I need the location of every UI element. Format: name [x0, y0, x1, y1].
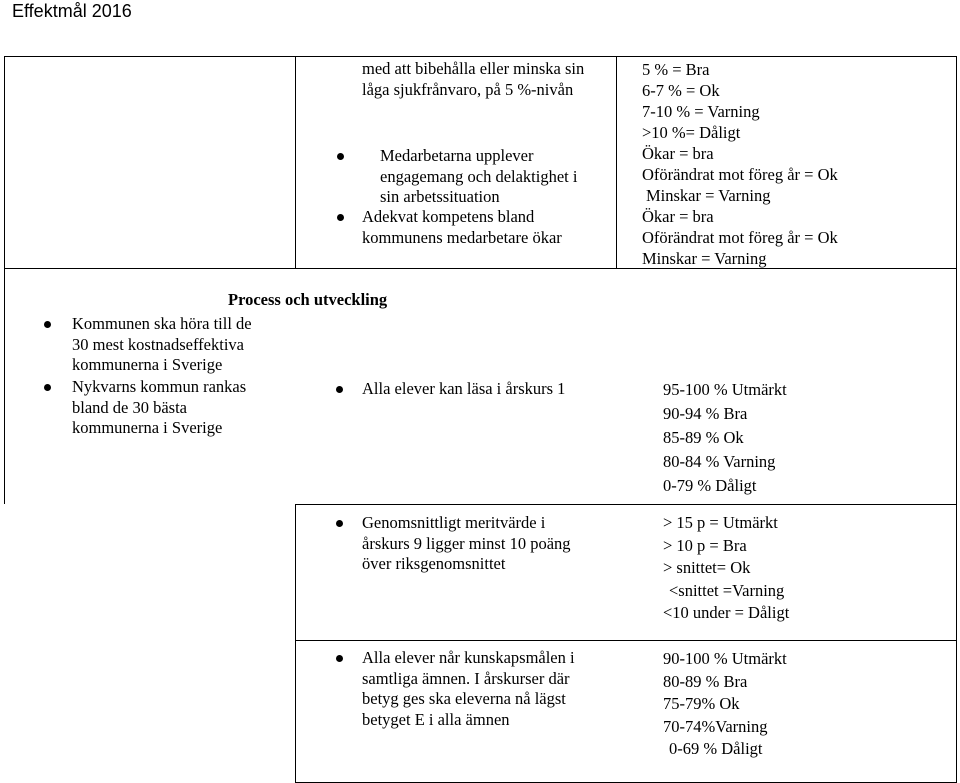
row-divider-middle-2: [295, 640, 957, 641]
goal-ranking: Nykvarns kommun rankas bland de 30 bästa kommunerna i Sverige: [72, 377, 247, 437]
section-heading: Process och utveckling: [228, 290, 388, 309]
criteria-merit-value: > 15 p = Utmärkt > 10 p = Bra > snittet= Ok <snittet =Varning <10 under = Dåligt: [663, 513, 790, 622]
criteria-engagement: Ökar = bra Oförändrat mot föreg år = Ok Minskar = Varning: [642, 144, 838, 205]
bullet-icon: [44, 384, 51, 391]
table-right-border: [956, 56, 957, 783]
criteria-reading: 95-100 % Utmärkt 90-94 % Bra 85-89 % Ok 80-84 % Varning 0-79 % Dåligt: [663, 380, 787, 495]
table-top-border: [4, 56, 957, 57]
criteria-competence: Ökar = bra Oförändrat mot föreg år = Ok Minskar = Varning: [642, 207, 838, 268]
column-divider-2-top: [616, 56, 617, 268]
bullet-icon: [337, 214, 344, 221]
intro-text: med att bibehålla eller minska sin låga sjukfrånvaro, på 5 %-nivån: [362, 59, 585, 99]
document-title: Effektmål 2016: [12, 1, 132, 21]
indicator-knowledge-goals: Alla elever når kunskapsmålen i samtliga ämnen. I årskurser där betyg ges ska eleverna nå lägst betyget E i alla ämnen: [362, 648, 575, 729]
column-divider-1-top: [295, 56, 296, 268]
goal-cost-efficiency: Kommunen ska höra till de 30 mest kostnadseffektiva kommunerna i Sverige: [72, 314, 252, 374]
criteria-knowledge-goals: 90-100 % Utmärkt 80-89 % Bra 75-79% Ok 70-74%Varning 0-69 % Dåligt: [663, 649, 787, 758]
bullet-icon: [44, 321, 51, 328]
column-divider-1-bottom: [295, 504, 296, 783]
bullet-icon: [336, 520, 343, 527]
bullet-icon: [337, 153, 344, 160]
bullet-icon: [336, 655, 343, 662]
indicator-competence: Adekvat kompetens bland kommunens medarbetare ökar: [362, 207, 562, 247]
indicator-engagement: Medarbetarna upplever engagemang och delaktighet i sin arbetssituation: [380, 146, 578, 206]
indicator-merit-value: Genomsnittligt meritvärde i årskurs 9 ligger minst 10 poäng över riksgenomsnittet: [362, 513, 571, 573]
row-divider-middle-1: [295, 504, 957, 505]
criteria-sickleave: 5 % = Bra 6-7 % = Ok 7-10 % = Varning >10 %= Dåligt: [642, 60, 760, 142]
bullet-icon: [336, 386, 343, 393]
indicator-reading: Alla elever kan läsa i årskurs 1: [362, 379, 566, 398]
table-left-border: [4, 56, 5, 504]
